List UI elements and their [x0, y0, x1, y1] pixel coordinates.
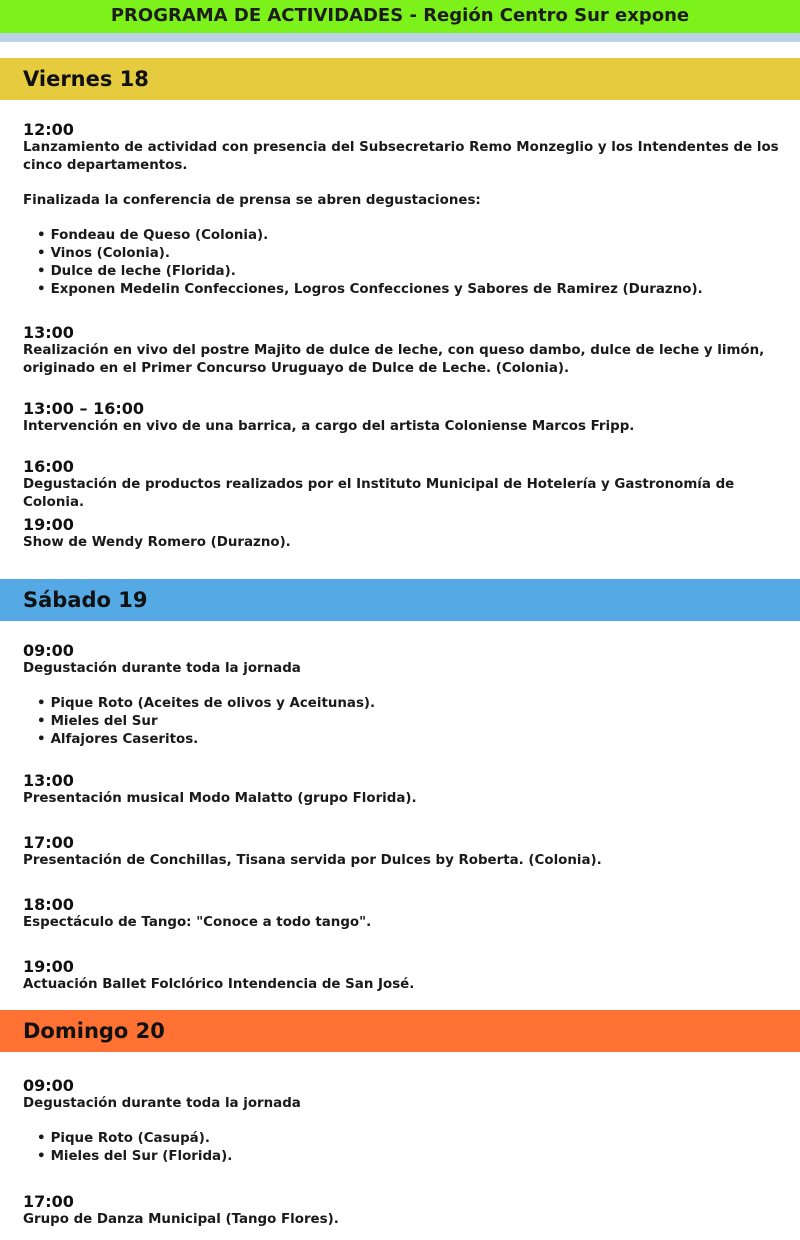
event-note: Finalizada la conferencia de prensa se abren degustaciones: [23, 193, 481, 208]
day-label: Viernes 18 [23, 67, 149, 91]
event-viernes-1300-1600 [23, 399, 795, 436]
list-item: • Fondeau de Queso (Colonia). [37, 227, 795, 245]
event-description: Show de Wendy Romero (Durazno). [23, 535, 291, 550]
event-viernes-1900 [23, 515, 795, 552]
event-domingo-1700 [23, 1192, 795, 1229]
event-time: 19:00 [23, 515, 74, 534]
list-item: • Pique Roto (Casupá). [37, 1130, 795, 1148]
event-viernes-1200 [23, 120, 795, 299]
event-description: Actuación Ballet Folclórico Intendencia de San José. [23, 977, 415, 992]
tasting-list [23, 1130, 795, 1166]
tasting-list [23, 227, 795, 299]
event-sabado-1700 [23, 833, 795, 870]
event-time: 18:00 [23, 895, 74, 914]
day-label: Domingo 20 [23, 1019, 165, 1043]
event-description: Lanzamiento de actividad con presencia del Subsecretario Remo Monzeglio y los Intendentes de los cinco departamentos. [23, 140, 779, 173]
event-description: Degustación de productos realizados por el Instituto Municipal de Hotelería y Gastronomía de Colonia. [23, 477, 735, 510]
event-description: Realización en vivo del postre Majito de dulce de leche, con queso dambo, dulce de leche y limón, originado en el Primer Concurso Uruguayo de Dulce de Leche. (Colonia). [23, 343, 765, 376]
list-item: • Alfajores Caseritos. [37, 731, 795, 749]
event-description: Espectáculo de Tango: "Conoce a todo tango". [23, 915, 372, 930]
event-time: 13:00 [23, 771, 74, 790]
list-item: • Dulce de leche (Florida). [37, 263, 795, 281]
day-header-viernes [0, 58, 800, 100]
event-sabado-0900 [23, 641, 795, 749]
event-sabado-1800 [23, 895, 795, 932]
day-header-sabado [0, 579, 800, 621]
page-title: PROGRAMA DE ACTIVIDADES - Región Centro Sur expone [110, 5, 690, 26]
page-header [0, 0, 800, 33]
event-sabado-1900 [23, 957, 795, 994]
event-time: 13:00 [23, 323, 74, 342]
event-viernes-1600 [23, 457, 795, 512]
event-domingo-0900 [23, 1076, 795, 1166]
event-time: 19:00 [23, 957, 74, 976]
event-sabado-1300 [23, 771, 795, 808]
event-time: 13:00 – 16:00 [23, 399, 144, 418]
list-item: • Vinos (Colonia). [37, 245, 795, 263]
header-divider [0, 33, 800, 42]
event-time: 09:00 [23, 641, 74, 660]
event-description: Grupo de Danza Municipal (Tango Flores). [23, 1212, 339, 1227]
event-description: Presentación de Conchillas, Tisana servida por Dulces by Roberta. (Colonia). [23, 853, 602, 868]
event-description: Degustación durante toda la jornada [23, 661, 301, 676]
event-time: 17:00 [23, 1192, 74, 1211]
event-description: Degustación durante toda la jornada [23, 1096, 301, 1111]
event-description: Presentación musical Modo Malatto (grupo Florida). [23, 791, 417, 806]
event-time: 12:00 [23, 120, 74, 139]
list-item: • Exponen Medelin Confecciones, Logros Confecciones y Sabores de Ramirez (Durazno). [37, 281, 795, 299]
tasting-list [23, 695, 795, 749]
event-viernes-1300 [23, 323, 795, 378]
list-item: • Mieles del Sur (Florida). [37, 1148, 795, 1166]
event-time: 16:00 [23, 457, 74, 476]
event-description: Intervención en vivo de una barrica, a cargo del artista Coloniense Marcos Fripp. [23, 419, 635, 434]
event-time: 17:00 [23, 833, 74, 852]
list-item: • Mieles del Sur [37, 713, 795, 731]
day-header-domingo [0, 1010, 800, 1052]
event-time: 09:00 [23, 1076, 74, 1095]
list-item: • Pique Roto (Aceites de olivos y Aceitunas). [37, 695, 795, 713]
day-label: Sábado 19 [23, 588, 148, 612]
